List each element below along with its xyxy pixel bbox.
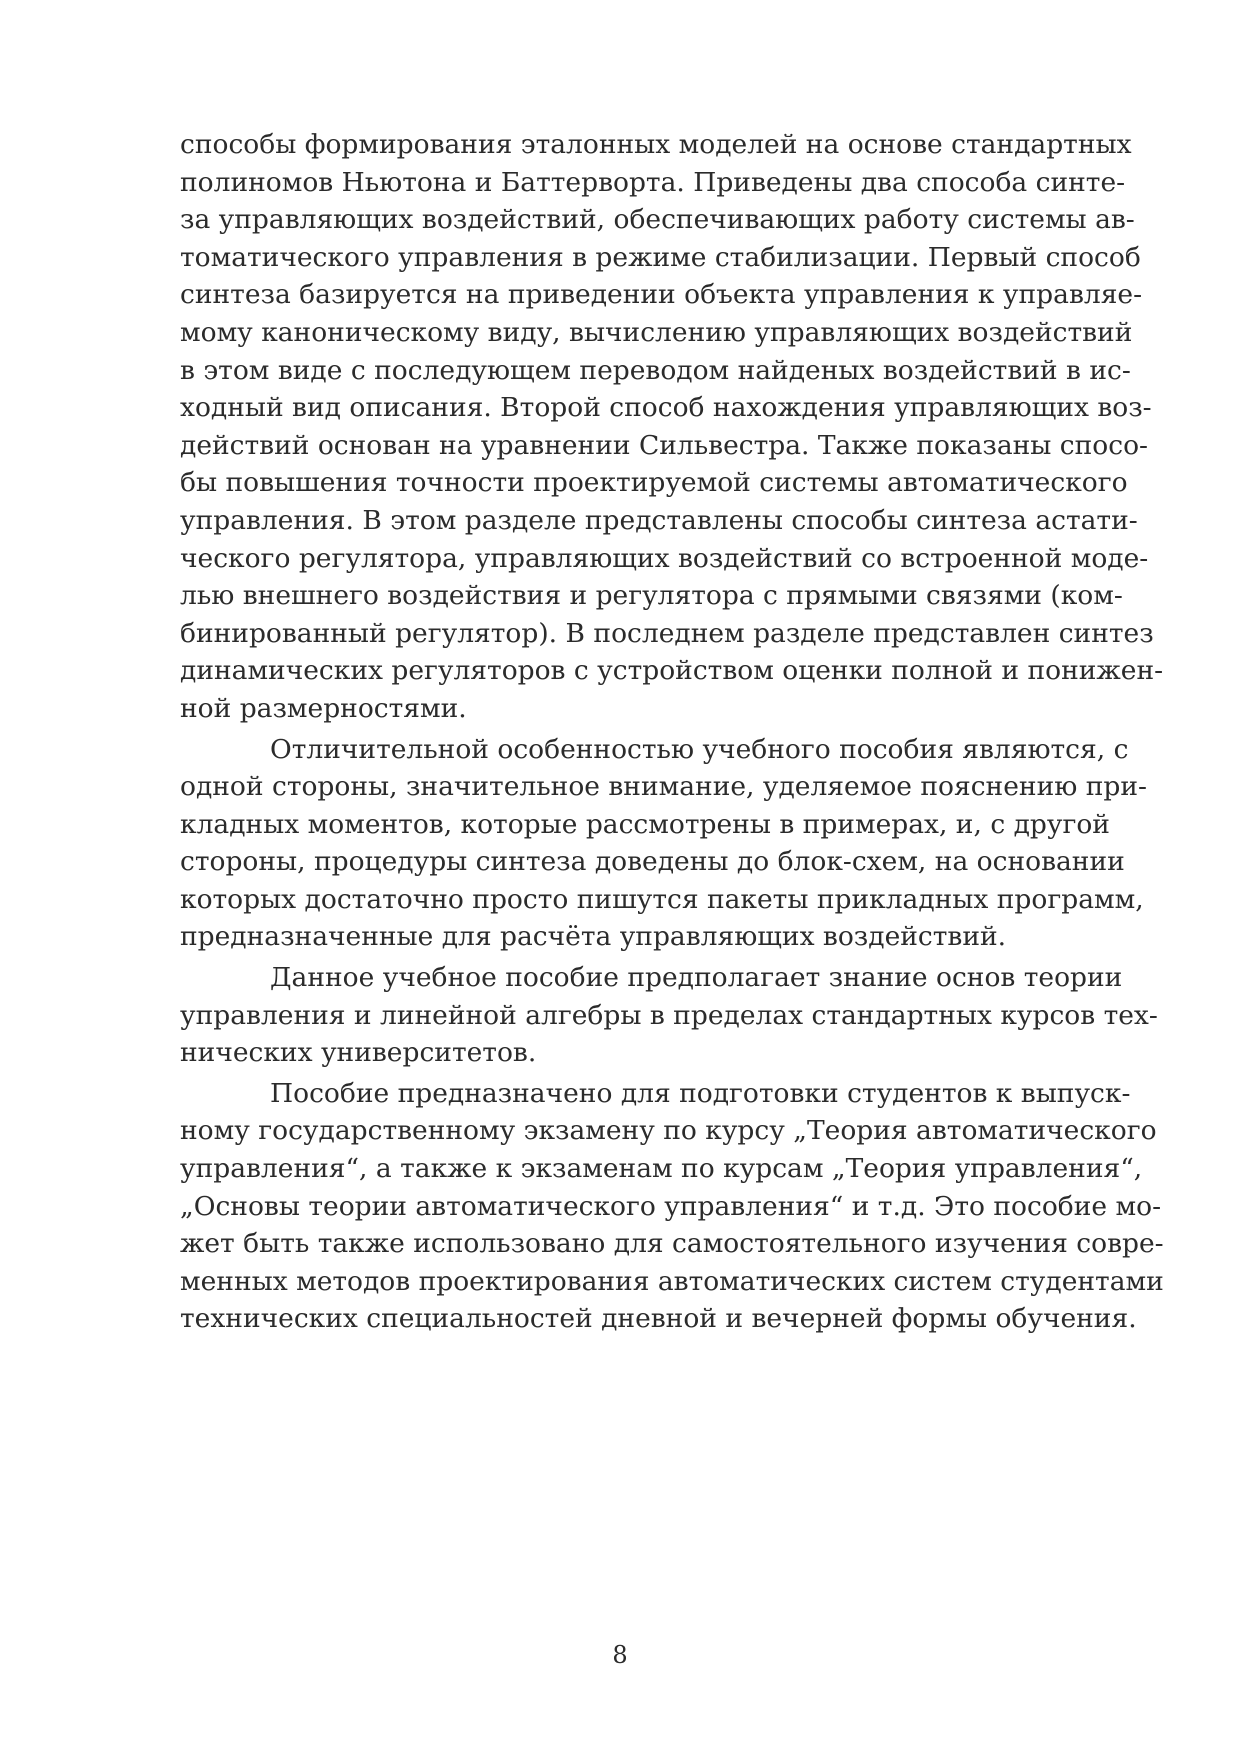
paragraph xyxy=(180,1075,1164,1338)
text-line: Пособие предназначено для подготовки студентов к выпуск- xyxy=(270,1077,1131,1109)
text-line: ходный вид описания. Второй способ нахождения управляющих воз- xyxy=(180,392,1152,424)
text-line: способы формирования эталонных моделей на основе стандартных xyxy=(180,129,1132,160)
text-line: управления. В этом разделе представлены способы синтеза астати- xyxy=(180,504,1138,536)
text-line: мому каноническому виду, вычислению управляющих воздействий xyxy=(180,316,1133,348)
text-line: нических университетов. xyxy=(180,1037,537,1069)
text-line: управления“, а также к экзаменам по курсам „Теория управления“, xyxy=(180,1153,1143,1185)
text-line: бинированный регулятор). В последнем разделе представлен синтез xyxy=(180,617,1154,649)
paragraph xyxy=(180,959,1158,1072)
text-line: которых достаточно просто пишутся пакеты прикладных программ, xyxy=(180,883,1144,915)
paragraph xyxy=(180,731,1147,957)
text-line: ческого регулятора, управляющих воздействий со встроенной моде- xyxy=(180,542,1149,574)
text-line: предназначенные для расчёта управляющих воздействий. xyxy=(180,921,1007,953)
text-line: ной размерностями. xyxy=(180,692,467,724)
text-line: лью внешнего воздействия и регулятора с прямыми связями (ком- xyxy=(180,580,1123,612)
text-line: Данное учебное пособие предполагает знание основ теории xyxy=(270,962,1123,994)
text-line: ному государственному экзамену по курсу „Теория автоматического xyxy=(180,1115,1157,1147)
text-line: управления и линейной алгебры в пределах стандартных курсов тех- xyxy=(180,999,1158,1031)
text-line: в этом виде с последующем переводом найденых воздействий в ис- xyxy=(180,354,1131,386)
text-line: действий основан на уравнении Сильвестра. Также показаны спосо- xyxy=(180,429,1149,461)
body-text xyxy=(180,126,1164,1338)
text-line: одной стороны, значительное внимание, уделяемое пояснению при- xyxy=(180,771,1147,803)
text-line: кладных моментов, которые рассмотрены в примерах, и, с другой xyxy=(180,808,1110,840)
text-line: томатического управления в режиме стабилизации. Первый способ xyxy=(180,241,1141,273)
text-line: полиномов Ньютона и Баттерворта. Приведены два способа синте- xyxy=(180,166,1126,198)
paragraph xyxy=(180,126,1164,728)
text-line: за управляющих воздействий, обеспечивающих работу системы ав- xyxy=(180,204,1135,236)
text-line: менных методов проектирования автоматических систем студентами xyxy=(180,1265,1164,1297)
page-number: 8 xyxy=(612,1641,628,1669)
text-line: Отличительной особенностью учебного пособия являются, с xyxy=(270,733,1129,765)
text-line: стороны, процедуры синтеза доведены до блок-схем, на основании xyxy=(180,846,1125,878)
text-line: технических специальностей дневной и вечерней формы обучения. xyxy=(180,1303,1137,1335)
text-line: „Основы теории автоматического управления“ и т.д. Это пособие мо- xyxy=(180,1190,1162,1222)
text-line: динамических регуляторов с устройством оценки полной и понижен- xyxy=(180,655,1164,687)
text-line: бы повышения точности проектируемой системы автоматического xyxy=(180,467,1128,499)
text-line: синтеза базируется на приведении объекта управления к управляе- xyxy=(180,279,1143,311)
text-line: жет быть также использовано для самостоятельного изучения совре- xyxy=(180,1228,1164,1260)
